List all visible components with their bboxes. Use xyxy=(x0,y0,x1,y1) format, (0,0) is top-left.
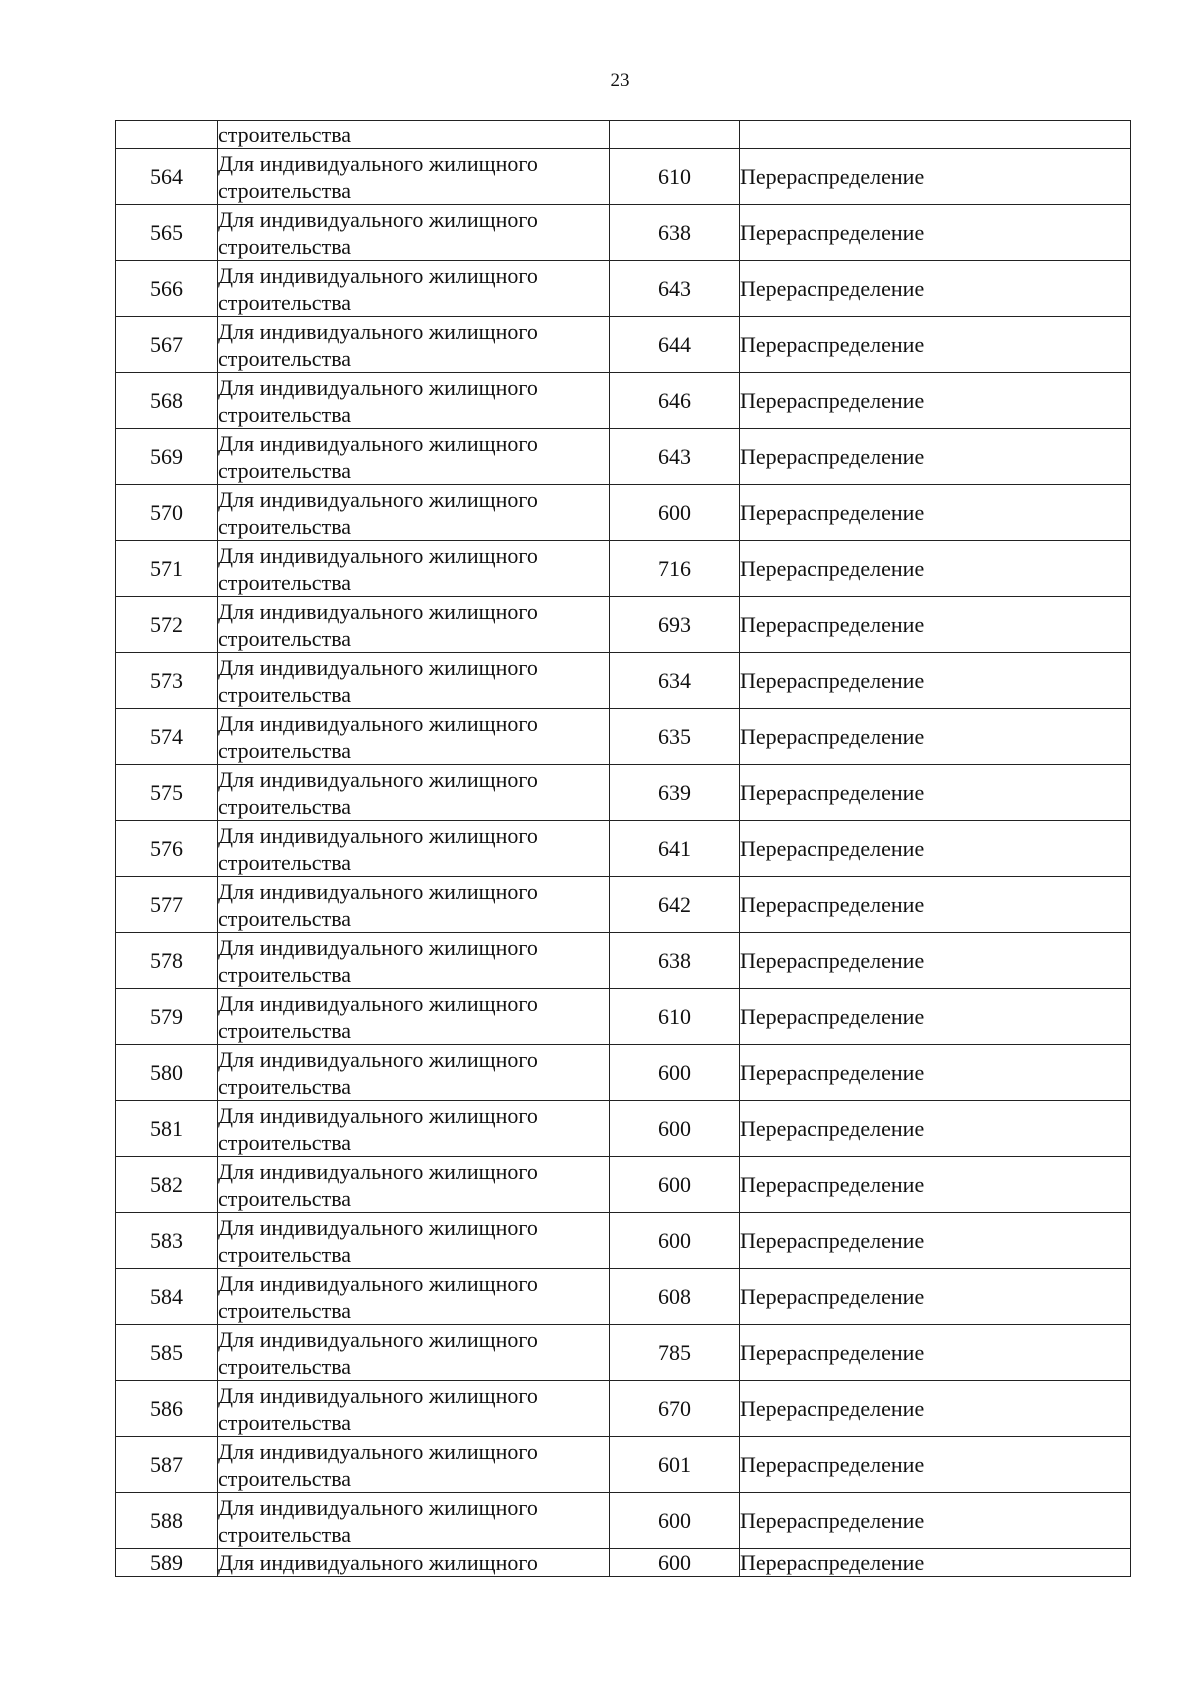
area-cell: 600 xyxy=(610,485,740,541)
area-cell: 600 xyxy=(610,1101,740,1157)
row-number-cell: 568 xyxy=(116,373,218,429)
page-number: 23 xyxy=(610,70,630,91)
purpose-line-1: Для индивидуального жилищного xyxy=(218,1326,538,1352)
purpose-cell xyxy=(218,1157,610,1213)
purpose-line-2: строительства xyxy=(218,905,352,931)
row-number-cell: 584 xyxy=(116,1269,218,1325)
table-row xyxy=(116,149,1131,205)
purpose-line-1: Для индивидуального жилищного xyxy=(218,542,538,568)
purpose-cell xyxy=(218,989,610,1045)
purpose-cell xyxy=(218,1325,610,1381)
method-cell: Перераспределение xyxy=(740,1381,1131,1437)
table-row xyxy=(116,205,1131,261)
table-row-continued xyxy=(116,121,1131,149)
method-cell: Перераспределение xyxy=(740,205,1131,261)
purpose-line-1: Для индивидуального жилищного xyxy=(218,710,538,736)
table-row xyxy=(116,317,1131,373)
method-cell: Перераспределение xyxy=(740,653,1131,709)
purpose-line-2: строительства xyxy=(218,569,352,595)
purpose-line-2: строительства xyxy=(218,625,352,651)
purpose-line-1: Для индивидуального жилищного xyxy=(218,262,538,288)
table-body xyxy=(116,121,1131,1577)
method-cell: Перераспределение xyxy=(740,485,1131,541)
purpose-line-1: Для индивидуального жилищного xyxy=(218,822,538,848)
row-number-cell: 566 xyxy=(116,261,218,317)
method-cell: Перераспределение xyxy=(740,149,1131,205)
row-number-cell: 574 xyxy=(116,709,218,765)
table-row xyxy=(116,1325,1131,1381)
table-row xyxy=(116,933,1131,989)
purpose-cell xyxy=(218,1213,610,1269)
table-row xyxy=(116,597,1131,653)
area-cell: 643 xyxy=(610,429,740,485)
row-number-cell xyxy=(116,121,218,149)
purpose-line-2: строительства xyxy=(218,345,352,371)
purpose-line-2: строительства xyxy=(218,961,352,987)
purpose-cell xyxy=(218,933,610,989)
method-cell: Перераспределение xyxy=(740,597,1131,653)
row-number-cell: 576 xyxy=(116,821,218,877)
table-row xyxy=(116,1437,1131,1493)
purpose-line-1: Для индивидуального жилищного xyxy=(218,990,538,1016)
area-cell: 644 xyxy=(610,317,740,373)
purpose-line-2: строительства xyxy=(218,1073,352,1099)
purpose-cell xyxy=(218,765,610,821)
table-row xyxy=(116,261,1131,317)
purpose-cell xyxy=(218,877,610,933)
purpose-line-2: строительства xyxy=(218,1353,352,1379)
row-number-cell: 580 xyxy=(116,1045,218,1101)
purpose-cell xyxy=(218,1045,610,1101)
purpose-line-1: Для индивидуального жилищного xyxy=(218,374,538,400)
purpose-cell xyxy=(218,373,610,429)
purpose-line-2: строительства xyxy=(218,1409,352,1435)
method-cell: Перераспределение xyxy=(740,317,1131,373)
purpose-line-1: Для индивидуального жилищного xyxy=(218,1382,538,1408)
purpose-line-1: Для индивидуального жилищного xyxy=(218,486,538,512)
area-cell: 693 xyxy=(610,597,740,653)
method-cell: Перераспределение xyxy=(740,1101,1131,1157)
purpose-cell xyxy=(218,821,610,877)
land-plots-table xyxy=(115,120,1131,1577)
method-cell: Перераспределение xyxy=(740,429,1131,485)
area-cell: 639 xyxy=(610,765,740,821)
purpose-line-1: Для индивидуального жилищного xyxy=(218,206,538,232)
row-number-cell: 587 xyxy=(116,1437,218,1493)
purpose-line-2: строительства xyxy=(218,737,352,763)
purpose-line-2: строительства xyxy=(218,849,352,875)
row-number-cell: 581 xyxy=(116,1101,218,1157)
method-cell: Перераспределение xyxy=(740,373,1131,429)
purpose-line-1: Для индивидуального жилищного xyxy=(218,654,538,680)
area-cell: 600 xyxy=(610,1213,740,1269)
purpose-line-2: строительства xyxy=(218,401,352,427)
area-cell: 641 xyxy=(610,821,740,877)
row-number-cell: 585 xyxy=(116,1325,218,1381)
purpose-line-1: Для индивидуального жилищного xyxy=(218,1270,538,1296)
method-cell: Перераспределение xyxy=(740,1549,1131,1577)
area-cell: 716 xyxy=(610,541,740,597)
method-cell: Перераспределение xyxy=(740,989,1131,1045)
row-number-cell: 572 xyxy=(116,597,218,653)
purpose-line-2: строительства xyxy=(218,1129,352,1155)
purpose-cell xyxy=(218,541,610,597)
purpose-line-1: Для индивидуального жилищного xyxy=(218,150,538,176)
purpose-line-1: Для индивидуального жилищного xyxy=(218,318,538,344)
method-cell: Перераспределение xyxy=(740,1325,1131,1381)
area-cell: 600 xyxy=(610,1157,740,1213)
table-row xyxy=(116,1493,1131,1549)
row-number-cell: 573 xyxy=(116,653,218,709)
method-cell xyxy=(740,121,1131,149)
purpose-cell xyxy=(218,1269,610,1325)
row-number-cell: 565 xyxy=(116,205,218,261)
purpose-cell xyxy=(218,485,610,541)
method-cell: Перераспределение xyxy=(740,541,1131,597)
row-number-cell: 588 xyxy=(116,1493,218,1549)
table-row xyxy=(116,1157,1131,1213)
table-row-last xyxy=(116,1549,1131,1577)
row-number-cell: 578 xyxy=(116,933,218,989)
area-cell: 638 xyxy=(610,205,740,261)
table-row xyxy=(116,1269,1131,1325)
row-number-cell: 589 xyxy=(116,1549,218,1577)
area-cell: 600 xyxy=(610,1549,740,1577)
table-row xyxy=(116,1381,1131,1437)
table-row xyxy=(116,653,1131,709)
area-cell: 634 xyxy=(610,653,740,709)
row-number-cell: 579 xyxy=(116,989,218,1045)
purpose-cell xyxy=(218,317,610,373)
row-number-cell: 567 xyxy=(116,317,218,373)
area-cell: 785 xyxy=(610,1325,740,1381)
table-row xyxy=(116,989,1131,1045)
purpose-cell xyxy=(218,1437,610,1493)
method-cell: Перераспределение xyxy=(740,1269,1131,1325)
area-cell: 642 xyxy=(610,877,740,933)
purpose-cell: Для индивидуального жилищного xyxy=(218,1549,610,1577)
method-cell: Перераспределение xyxy=(740,1493,1131,1549)
purpose-cell xyxy=(218,205,610,261)
purpose-line-2: строительства xyxy=(218,1297,352,1323)
table-row xyxy=(116,541,1131,597)
purpose-cell: строительства xyxy=(218,121,610,149)
method-cell: Перераспределение xyxy=(740,709,1131,765)
purpose-cell xyxy=(218,709,610,765)
row-number-cell: 586 xyxy=(116,1381,218,1437)
row-number-cell: 564 xyxy=(116,149,218,205)
purpose-cell xyxy=(218,653,610,709)
area-cell: 600 xyxy=(610,1045,740,1101)
area-cell: 643 xyxy=(610,261,740,317)
purpose-line-1: Для индивидуального жилищного xyxy=(218,430,538,456)
row-number-cell: 583 xyxy=(116,1213,218,1269)
purpose-cell xyxy=(218,1381,610,1437)
purpose-cell xyxy=(218,149,610,205)
purpose-line-2: строительства xyxy=(218,513,352,539)
method-cell: Перераспределение xyxy=(740,1213,1131,1269)
purpose-cell xyxy=(218,1493,610,1549)
purpose-line-2: строительства xyxy=(218,1521,352,1547)
purpose-cell xyxy=(218,1101,610,1157)
purpose-line-1: Для индивидуального жилищного xyxy=(218,766,538,792)
area-cell: 635 xyxy=(610,709,740,765)
table-row xyxy=(116,373,1131,429)
row-number-cell: 571 xyxy=(116,541,218,597)
purpose-line-2: строительства xyxy=(218,793,352,819)
area-cell: 638 xyxy=(610,933,740,989)
purpose-line-1: Для индивидуального жилищного xyxy=(218,1046,538,1072)
row-number-cell: 577 xyxy=(116,877,218,933)
purpose-line-2: строительства xyxy=(218,1017,352,1043)
purpose-line-2: строительства xyxy=(218,457,352,483)
table-row xyxy=(116,1045,1131,1101)
area-cell: 610 xyxy=(610,149,740,205)
purpose-line-1: Для индивидуального жилищного xyxy=(218,1102,538,1128)
purpose-line-1: Для индивидуального жилищного xyxy=(218,1158,538,1184)
row-number-cell: 569 xyxy=(116,429,218,485)
table-row xyxy=(116,765,1131,821)
area-cell xyxy=(610,121,740,149)
method-cell: Перераспределение xyxy=(740,821,1131,877)
row-number-cell: 582 xyxy=(116,1157,218,1213)
table-row xyxy=(116,1213,1131,1269)
table-row xyxy=(116,821,1131,877)
purpose-line-2: строительства xyxy=(218,1185,352,1211)
purpose-line-2: строительства xyxy=(218,1241,352,1267)
row-number-cell: 575 xyxy=(116,765,218,821)
purpose-line-1: Для индивидуального жилищного xyxy=(218,878,538,904)
area-cell: 601 xyxy=(610,1437,740,1493)
row-number-cell: 570 xyxy=(116,485,218,541)
purpose-line-2: строительства xyxy=(218,681,352,707)
purpose-line-1: Для индивидуального жилищного xyxy=(218,934,538,960)
purpose-line-2: строительства xyxy=(218,289,352,315)
table-row xyxy=(116,485,1131,541)
method-cell: Перераспределение xyxy=(740,765,1131,821)
method-cell: Перераспределение xyxy=(740,1157,1131,1213)
area-cell: 610 xyxy=(610,989,740,1045)
purpose-cell xyxy=(218,429,610,485)
table-row xyxy=(116,709,1131,765)
area-cell: 646 xyxy=(610,373,740,429)
purpose-cell xyxy=(218,597,610,653)
table-row xyxy=(116,429,1131,485)
purpose-line-1: Для индивидуального жилищного xyxy=(218,1214,538,1240)
area-cell: 670 xyxy=(610,1381,740,1437)
method-cell: Перераспределение xyxy=(740,1437,1131,1493)
method-cell: Перераспределение xyxy=(740,933,1131,989)
area-cell: 600 xyxy=(610,1493,740,1549)
purpose-line-2: строительства xyxy=(218,1465,352,1491)
method-cell: Перераспределение xyxy=(740,877,1131,933)
table-row xyxy=(116,1101,1131,1157)
method-cell: Перераспределение xyxy=(740,1045,1131,1101)
purpose-line-1: Для индивидуального жилищного xyxy=(218,1494,538,1520)
purpose-line-2: строительства xyxy=(218,177,352,203)
purpose-line-2: строительства xyxy=(218,233,352,259)
method-cell: Перераспределение xyxy=(740,261,1131,317)
area-cell: 608 xyxy=(610,1269,740,1325)
purpose-line-1: Для индивидуального жилищного xyxy=(218,1438,538,1464)
purpose-cell xyxy=(218,261,610,317)
table-row xyxy=(116,877,1131,933)
purpose-line-1: Для индивидуального жилищного xyxy=(218,598,538,624)
